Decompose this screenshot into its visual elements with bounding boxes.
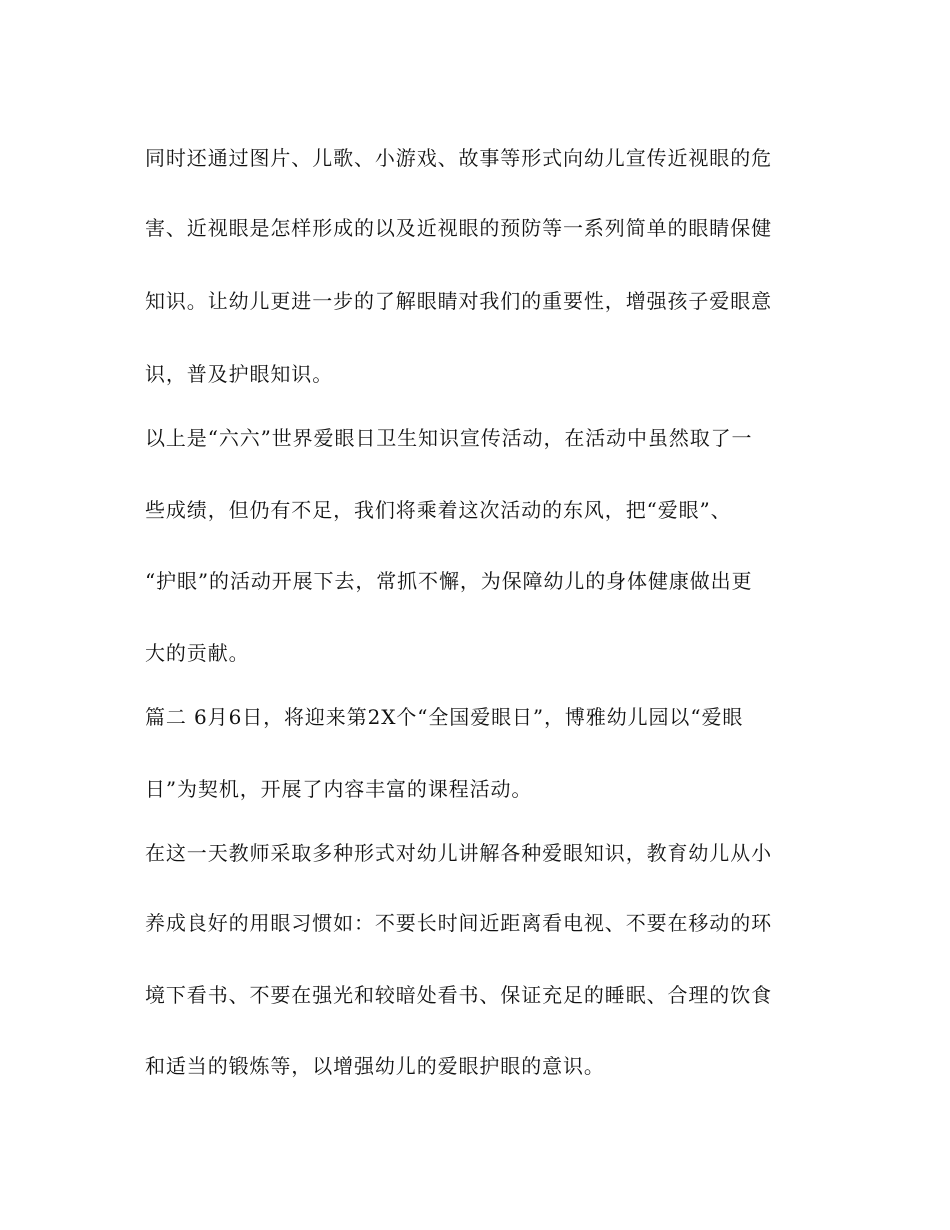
paragraph-line: 以上是“六六”世界爱眼日卫生知识宣传活动，在活动中虽然取了一 [145, 426, 753, 450]
paragraph-line: 在这一天教师采取多种形式对幼儿讲解各种爱眼知识，教育幼儿从小 [145, 841, 772, 865]
paragraph-line: 和适当的锻炼等，以增强幼儿的爱眼护眼的意识。 [145, 1054, 605, 1078]
paragraph-line: 大的贡献。 [145, 641, 250, 665]
paragraph-line: 识，普及护眼知识。 [145, 362, 334, 386]
paragraph-line: 养成良好的用眼习惯如：不要长时间近距离看电视、不要在移动的环 [145, 911, 772, 935]
paragraph-line: “护眼”的活动开展下去，常抓不懈，为保障幼儿的身体健康做出更 [145, 569, 753, 593]
section-heading-line: 篇二 6月6日，将迎来第2X个“全国爱眼日”，博雅幼儿园以“爱眼 [145, 705, 744, 729]
paragraph-line: 境下看书、不要在强光和较暗处看书、保证充足的睡眠、合理的饮食 [145, 983, 772, 1007]
paragraph-line: 日”为契机，开展了内容丰富的课程活动。 [145, 777, 533, 801]
paragraph-line: 同时还通过图片、儿歌、小游戏、故事等形式向幼儿宣传近视眼的危 [145, 146, 772, 170]
paragraph-line: 害、近视眼是怎样形成的以及近视眼的预防等一系列简单的眼睛保健 [145, 216, 772, 240]
paragraph-line: 些成绩，但仍有不足，我们将乘着这次活动的东风，把“爱眼”、 [145, 498, 732, 522]
paragraph-line: 知识。让幼儿更进一步的了解眼睛对我们的重要性，增强孩子爱眼意 [145, 289, 772, 313]
